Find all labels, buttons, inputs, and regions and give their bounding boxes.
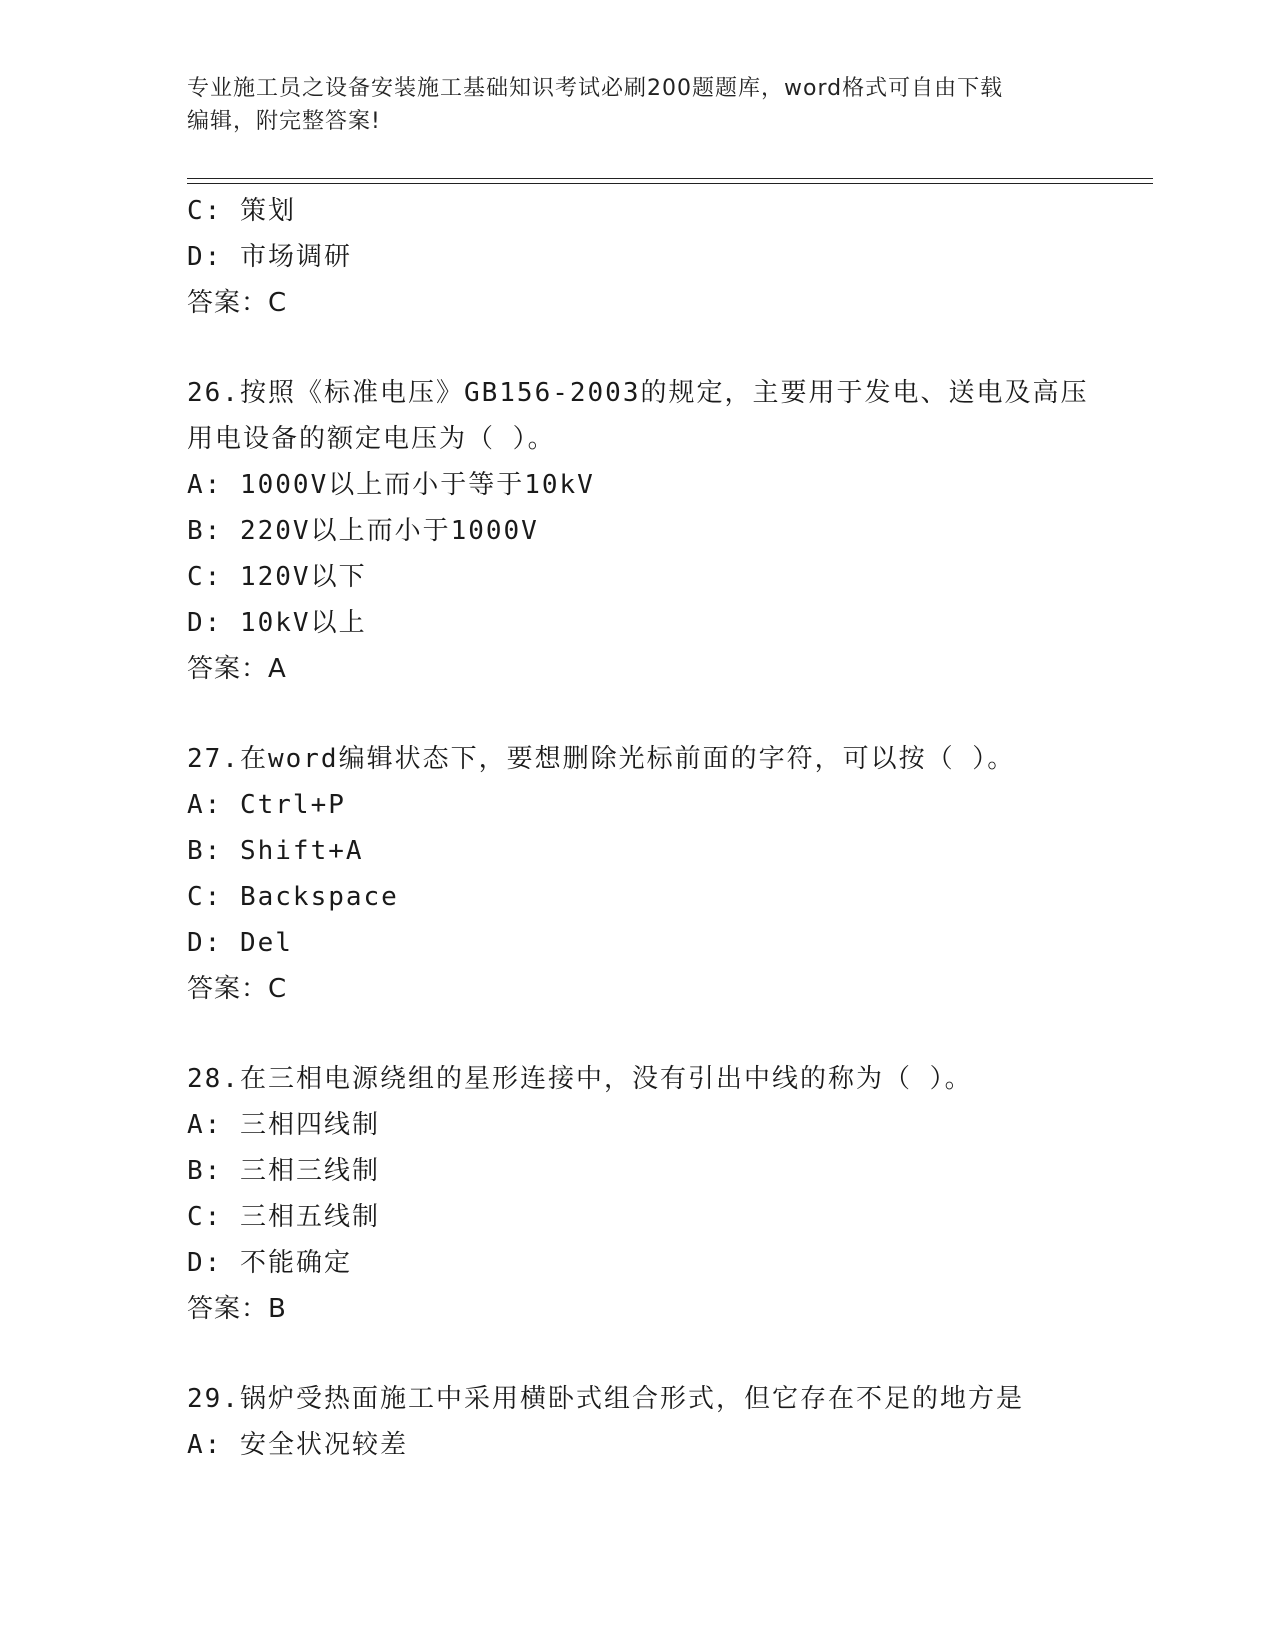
answer: 答案：C [187,288,288,318]
answer: 答案：B [187,1294,287,1324]
header-line-2: 编辑，附完整答案! [187,109,381,134]
option-c: C: 策划 [187,196,296,226]
option-c: C: 120V以下 [187,562,367,592]
question-text: 29.锅炉受热面施工中采用横卧式组合形式，但它存在不足的地方是 [187,1384,1024,1414]
question-text-cont: 用电设备的额定电压为（ ）。 [187,424,556,454]
header-divider-top [187,178,1153,179]
answer: 答案：C [187,974,288,1004]
answer: 答案：A [187,654,287,684]
header-line-1: 专业施工员之设备安装施工基础知识考试必刷200题题库，word格式可自由下载 [187,76,1004,101]
question-text: 28.在三相电源绕组的星形连接中，没有引出中线的称为（ ）。 [187,1064,973,1094]
header-divider-bottom [187,183,1153,184]
question-28 [187,1056,1153,1332]
question-27 [187,736,1153,1012]
option-b: B: Shift+A [187,836,364,866]
option-b: B: 三相三线制 [187,1156,380,1186]
option-d: D: 不能确定 [187,1248,352,1278]
question-text: 27.在word编辑状态下，要想删除光标前面的字符，可以按（ ）。 [187,744,1016,774]
option-d: D: Del [187,928,293,958]
question-25-tail [187,188,1153,326]
question-29 [187,1376,1153,1468]
option-d: D: 10kV以上 [187,608,367,638]
option-c: C: 三相五线制 [187,1202,380,1232]
document-header [187,72,1087,138]
option-a: A: 1000V以上而小于等于10kV [187,470,595,500]
option-d: D: 市场调研 [187,242,352,272]
option-c: C: Backspace [187,882,399,912]
question-26 [187,370,1153,692]
option-b: B: 220V以上而小于1000V [187,516,539,546]
option-a: A: 安全状况较差 [187,1430,408,1460]
question-text: 26.按照《标准电压》GB156-2003的规定，主要用于发电、送电及高压 [187,378,1089,408]
option-a: A: 三相四线制 [187,1110,380,1140]
option-a: A: Ctrl+P [187,790,346,820]
document-body [187,188,1153,1468]
